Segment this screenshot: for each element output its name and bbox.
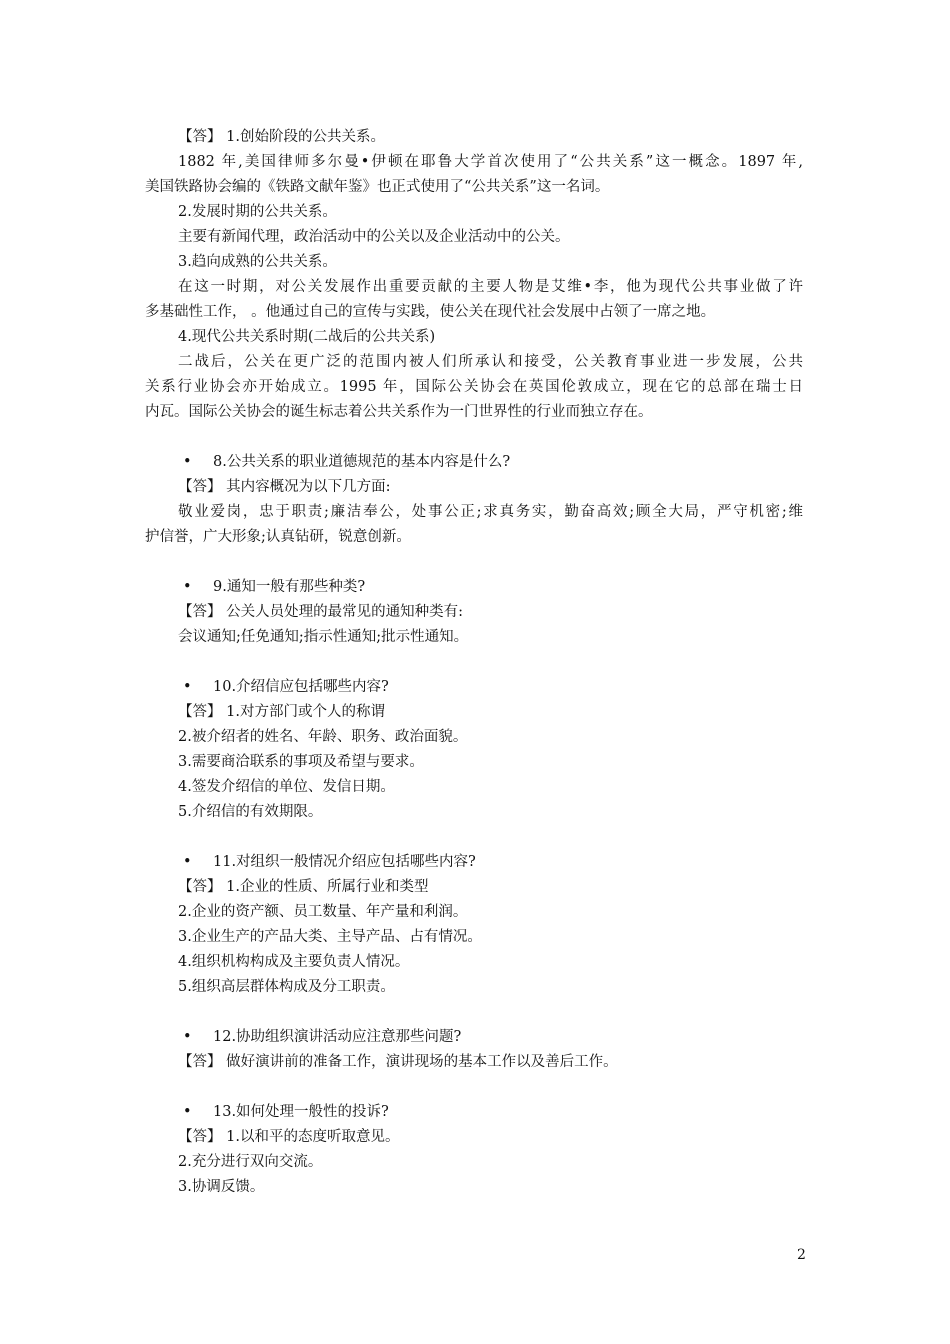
paragraph-line: 多基础性工作， 。他通过自己的宣传与实践，使公关在现代社会发展中占领了一席之地。 <box>145 304 716 320</box>
subheading: 2.发展时期的公共关系。 <box>178 204 337 220</box>
bullet-icon: • <box>183 854 192 870</box>
question-text: 10.介绍信应包括哪些内容? <box>213 679 389 695</box>
bullet-icon: • <box>183 679 192 695</box>
answer-line: 【答】 1.企业的性质、所属行业和类型 <box>178 879 429 895</box>
question-text: 13.如何处理一般性的投诉? <box>213 1104 389 1120</box>
question-line <box>183 1102 389 1122</box>
bullet-icon: • <box>183 1104 192 1120</box>
subheading: 4.现代公共关系时期(二战后的公共关系) <box>178 329 436 345</box>
list-item: 5.组织高层群体构成及分工职责。 <box>178 979 395 995</box>
answer-line: 【答】 其内容概况为以下几方面: <box>178 479 391 495</box>
question-text: 9.通知一般有那些种类? <box>213 579 366 595</box>
paragraph-line: 会议通知;任免通知;指示性通知;批示性通知。 <box>178 629 469 645</box>
paragraph-line: 1882 年,美国律师多尔曼•伊顿在耶鲁大学首次使用了“公共关系”这一概念。1897 年, <box>178 154 803 170</box>
page-number: 2 <box>797 1247 806 1263</box>
list-item: 3.协调反馈。 <box>178 1179 265 1195</box>
question-text: 11.对组织一般情况介绍应包括哪些内容? <box>213 854 476 870</box>
list-item: 3.需要商洽联系的事项及希望与要求。 <box>178 754 424 770</box>
list-item: 2.充分进行双向交流。 <box>178 1154 323 1170</box>
answer-line: 【答】 做好演讲前的准备工作，演讲现场的基本工作以及善后工作。 <box>178 1054 618 1070</box>
paragraph-line: 在这一时期，对公关发展作出重要贡献的主要人物是艾维•李，他为现代公共事业做了许 <box>178 279 803 295</box>
list-item: 5.介绍信的有效期限。 <box>178 804 323 820</box>
paragraph-line: 敬业爱岗，忠于职责;廉洁奉公，处事公正;求真务实，勤奋高效;顾全大局，严守机密;维 <box>178 504 803 520</box>
question-text: 8.公共关系的职业道德规范的基本内容是什么? <box>213 454 511 470</box>
question-line <box>183 677 389 697</box>
paragraph-line: 主要有新闻代理，政治活动中的公关以及企业活动中的公关。 <box>178 229 570 245</box>
bullet-icon: • <box>183 1029 192 1045</box>
answer-line: 【答】 1.以和平的态度听取意见。 <box>178 1129 400 1145</box>
bullet-icon: • <box>183 454 192 470</box>
question-line <box>183 452 510 472</box>
list-item: 2.企业的资产额、员工数量、年产量和利润。 <box>178 904 468 920</box>
bullet-icon: • <box>183 579 192 595</box>
question-line <box>183 852 476 872</box>
answer-line: 【答】 1.创始阶段的公共关系。 <box>178 129 385 145</box>
paragraph-line: 护信誉，广大形象;认真钻研，锐意创新。 <box>145 529 411 545</box>
paragraph-line: 内瓦。国际公关协会的诞生标志着公共关系作为一门世界性的行业而独立存在。 <box>145 404 653 420</box>
list-item: 4.组织机构构成及主要负责人情况。 <box>178 954 410 970</box>
question-line <box>183 577 365 597</box>
list-item: 4.签发介绍信的单位、发信日期。 <box>178 779 395 795</box>
paragraph-line: 美国铁路协会编的《铁路文献年鉴》也正式使用了“公共关系”这一名词。 <box>145 179 610 195</box>
question-line <box>183 1027 461 1047</box>
subheading: 3.趋向成熟的公共关系。 <box>178 254 337 270</box>
question-text: 12.协助组织演讲活动应注意那些问题? <box>213 1029 462 1045</box>
paragraph-line: 关系行业协会亦开始成立。1995 年，国际公关协会在英国伦敦成立，现在它的总部在瑞士日 <box>145 379 803 395</box>
answer-line: 【答】 公关人员处理的最常见的通知种类有: <box>178 604 463 620</box>
list-item: 3.企业生产的产品大类、主导产品、占有情况。 <box>178 929 482 945</box>
paragraph-line: 二战后，公关在更广泛的范围内被人们所承认和接受，公关教育事业进一步发展，公共 <box>178 354 803 370</box>
answer-line: 【答】 1.对方部门或个人的称谓 <box>178 704 385 720</box>
list-item: 2.被介绍者的姓名、年龄、职务、政治面貌。 <box>178 729 468 745</box>
